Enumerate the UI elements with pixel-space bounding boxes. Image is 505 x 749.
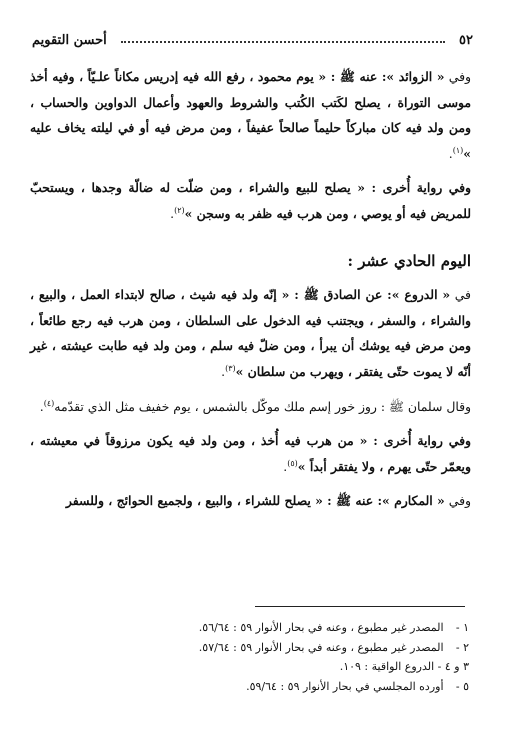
footnote-ref: (٤) — [43, 398, 55, 408]
full-stop: . — [170, 205, 175, 221]
source-title: « الدروع » — [391, 287, 451, 303]
paragraph-text: وفي رواية أُخرى : « من هرب فيه أُخذ ، ومن ولد فيه يكون مرزوقاً في معيشته ، ويعمّر حتّى يهرم ، ولا يفتقر أبداً » — [30, 433, 471, 474]
lead-word: وفي — [448, 493, 471, 509]
footnotes — [34, 618, 469, 696]
lead-word: وفي — [448, 69, 471, 84]
running-header — [32, 30, 473, 50]
full-stop: . — [283, 458, 288, 474]
paragraph-zawaid — [30, 64, 471, 166]
full-stop: . — [448, 145, 453, 161]
source-title: « الزوائد » — [386, 69, 445, 84]
paragraph-another-narration — [30, 175, 471, 226]
full-stop: . — [39, 398, 44, 414]
paragraph-duru — [30, 282, 471, 384]
footnote-divider — [255, 606, 465, 607]
footnote-ref: (١) — [452, 145, 464, 155]
footnote-ref: (٣) — [225, 363, 236, 373]
paragraph-text: : عنه ﷺ : « يصلح للشراء ، والبيع ، ولجميع الحوائج ، وللسفر — [65, 493, 383, 509]
header-dot-leader — [121, 41, 445, 43]
footnote-5: ٥ - أورده المجلسي في بحار الأنوار ٥٩ : ٥٩/٦٤. — [246, 679, 469, 693]
main-text — [30, 64, 471, 523]
paragraph-another-narration-2 — [30, 428, 471, 479]
section-heading: اليوم الحادي عشر : — [347, 251, 471, 270]
paragraph-salman — [30, 394, 471, 420]
lead-word: في — [454, 287, 471, 303]
paragraph-text: وفي رواية أُخرى : « يصلح للبيع والشراء ، ومن ضلّت له ضالّة وجدها ، ويستحبّ للمريض فيه أو يوصي ، ومن هرب فيه ظفر به وسجن » — [30, 180, 471, 221]
footnote-ref: (٢) — [174, 205, 185, 215]
footnote-1: ١ - المصدر غير مطبوع ، وعنه في بحار الأنوار ٥٩ : ٥٦/٦٤. — [198, 621, 469, 634]
running-title: أحسن التقويم — [32, 32, 107, 48]
paragraph-text: : عنه ﷺ : « يوم محمود ، رفع الله فيه إدريس مكاناً علـيّاً ، وفيه أخذ موسى التوراة ، يصلح لكَتب الكُتب والشروط والعهود وأعمال الدواوين والحساب ، ومن ولد فيه كان مباركاً حليماً صالحاً عفيفاً ، ومن مرض فيه أو في ليلته يخاف عليه » — [30, 69, 471, 161]
paragraph-makarim — [30, 488, 471, 514]
footnote-2: ٢ - المصدر غير مطبوع ، وعنه في بحار الأنوار ٥٩ : ٥٧/٦٤. — [198, 640, 469, 654]
footnote-3-4: ٣ و ٤ - الدروع الواقية : ١٠٩. — [339, 660, 469, 673]
paragraph-text: : عن الصادق ﷺ : « إنّه ولد فيه شيث ، صالح لابتداء العمل ، والبيع ، والشراء ، والسفر ، ويجتنب فيه الدخول على السلطان ، ومن هرب فيه رجع طائعاً ، ومن مرض فيه يوشك أن يبرأ ، ومن ضلّ فيه سلم ، ومن ولد فيه طابت عيشته ، غير أنّه لا يموت حتّى يفتقر ، ويهرب من سلطان » — [30, 287, 471, 379]
paragraph-text: وقال سلمان ﷺ : روز خور إسم ملك موكّل بالشمس ، يوم خفيف مثل الذي تقدّمه — [54, 398, 471, 414]
full-stop: . — [221, 363, 226, 379]
footnote-ref: (٥) — [287, 458, 298, 468]
page-number: ٥٢ — [459, 32, 473, 48]
source-title: « المكارم » — [382, 493, 445, 509]
